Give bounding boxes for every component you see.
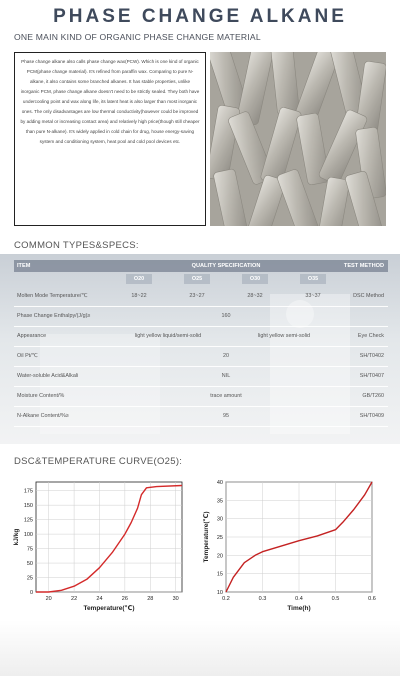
y-tick-label: 20 bbox=[216, 553, 223, 560]
x-tick-label: 28 bbox=[147, 596, 154, 602]
row-item: Water-soluble Acid&Alkali bbox=[14, 366, 110, 386]
row-method bbox=[342, 306, 388, 326]
x-tick-label: 0.4 bbox=[295, 596, 303, 602]
x-tick-label: 30 bbox=[172, 596, 179, 602]
x-tick-label: 0.2 bbox=[222, 596, 230, 602]
table-row bbox=[14, 386, 388, 406]
col-method-header: TEST METHOD bbox=[342, 260, 388, 272]
table-row bbox=[14, 326, 388, 346]
y-tick-label: 125 bbox=[23, 517, 33, 524]
grade-o25: O25 bbox=[184, 274, 210, 284]
row-method: DSC Method bbox=[342, 286, 388, 306]
cell-value: trace amount bbox=[110, 386, 342, 406]
row-method: GB/T260 bbox=[342, 386, 388, 406]
y-axis-label: Temperature(℃) bbox=[203, 511, 210, 563]
x-tick-label: 26 bbox=[121, 596, 128, 602]
col-item-header: ITEM bbox=[14, 260, 110, 272]
row-item: Oil Pt/℃ bbox=[14, 346, 110, 366]
grade-o20: O20 bbox=[126, 274, 152, 284]
row-method: Eye Check bbox=[342, 326, 388, 346]
row-item: Molten Mode Temperature/℃ bbox=[14, 286, 110, 306]
x-tick-label: 0.5 bbox=[331, 596, 340, 602]
specs-table bbox=[14, 260, 388, 427]
y-tick-label: 40 bbox=[216, 480, 223, 486]
cell-value: 20 bbox=[110, 346, 342, 366]
row-method: SH/T0402 bbox=[342, 346, 388, 366]
y-tick-label: 50 bbox=[26, 561, 33, 568]
intro-text: Phase change alkane also calls phase change wax(PCW). Which is one kind of organic PCM(phase change material). It's refined from paraffin wax. Comparing to pure N-alkane, it also contains some branched alkanes. It has stable properties, unlike inorganic PCM, phase change alkane doesn't need to be strictly sealed. They both have undercooling point and wax along life, its latent heat is also larger than most inorganic ones. The only disadvantages are low thermal conductivity(however could be improved by adding metal or increasing contact area) and relatively high price(though still cheaper than pure N-alkane). It's widely applied in cold chain for drug, house energy-saving system and conditioning system, heat pool and cold pool devices etc. bbox=[20, 59, 200, 144]
y-tick-label: 35 bbox=[216, 498, 223, 505]
plot-area bbox=[36, 482, 182, 592]
row-method: SH/T0409 bbox=[342, 406, 388, 426]
y-tick-label: 15 bbox=[216, 571, 223, 578]
grade-o35: O35 bbox=[300, 274, 326, 284]
row-item: Phase Change Enthalpy/(J/g)≥ bbox=[14, 306, 110, 326]
cell-value: 160 bbox=[110, 306, 342, 326]
temperature-chart-svg bbox=[200, 474, 380, 614]
footer-band bbox=[0, 620, 400, 676]
intro-box bbox=[14, 52, 206, 226]
row-item: N-Alkane Content/%≥ bbox=[14, 406, 110, 426]
x-tick-label: 24 bbox=[96, 596, 103, 602]
y-tick-label: 25 bbox=[26, 575, 33, 582]
table-row bbox=[14, 306, 388, 326]
table-row bbox=[14, 406, 388, 426]
table-row bbox=[14, 286, 388, 306]
row-method: SH/T0407 bbox=[342, 366, 388, 386]
cell-value: 33~37 bbox=[284, 286, 342, 306]
row-item: Moisture Content/% bbox=[14, 386, 110, 406]
curve-heading: DSC&TEMPERATURE CURVE(O25): bbox=[14, 456, 183, 467]
specs-heading: COMMON TYPES&SPECS: bbox=[14, 240, 139, 251]
product-photo bbox=[210, 52, 386, 226]
cell-value: 95 bbox=[110, 406, 342, 426]
col-quality-header: QUALITY SPECIFICATION bbox=[110, 260, 342, 272]
dsc-chart-svg bbox=[10, 474, 190, 614]
y-tick-label: 0 bbox=[29, 590, 33, 596]
cell-value: light yellow liquid/semi-solid bbox=[110, 326, 226, 346]
cell-value: light yellow semi-solid bbox=[226, 326, 342, 346]
y-tick-label: 150 bbox=[23, 503, 33, 510]
page-subtitle: ONE MAIN KIND OF ORGANIC PHASE CHANGE MATERIAL bbox=[14, 32, 261, 42]
x-tick-label: 0.6 bbox=[368, 596, 376, 602]
cell-value: 28~32 bbox=[226, 286, 284, 306]
y-tick-label: 100 bbox=[23, 532, 33, 539]
x-tick-label: 0.3 bbox=[258, 596, 267, 602]
x-tick-label: 20 bbox=[45, 596, 52, 602]
dsc-chart bbox=[10, 474, 190, 614]
cell-value: 23~27 bbox=[168, 286, 226, 306]
cell-value: 18~22 bbox=[110, 286, 168, 306]
grade-o30: O30 bbox=[242, 274, 268, 284]
x-axis-label: Time(h) bbox=[287, 605, 311, 612]
table-row bbox=[14, 366, 388, 386]
page-title: PHASE CHANGE ALKANE bbox=[53, 6, 347, 27]
table-row bbox=[14, 346, 388, 366]
y-tick-label: 25 bbox=[216, 535, 223, 541]
y-tick-label: 175 bbox=[23, 488, 33, 495]
y-tick-label: 10 bbox=[216, 590, 223, 596]
x-axis-label: Temperature(℃) bbox=[83, 605, 135, 612]
temperature-chart bbox=[200, 474, 380, 614]
y-tick-label: 30 bbox=[216, 516, 223, 523]
row-item: Appearance bbox=[14, 326, 110, 346]
x-tick-label: 22 bbox=[71, 596, 78, 602]
y-tick-label: 75 bbox=[26, 546, 33, 553]
product-pouches-image bbox=[210, 52, 386, 226]
cell-value: NIL bbox=[110, 366, 342, 386]
y-axis-label: kJ/kg bbox=[13, 528, 20, 546]
specs-table-section bbox=[0, 254, 400, 444]
